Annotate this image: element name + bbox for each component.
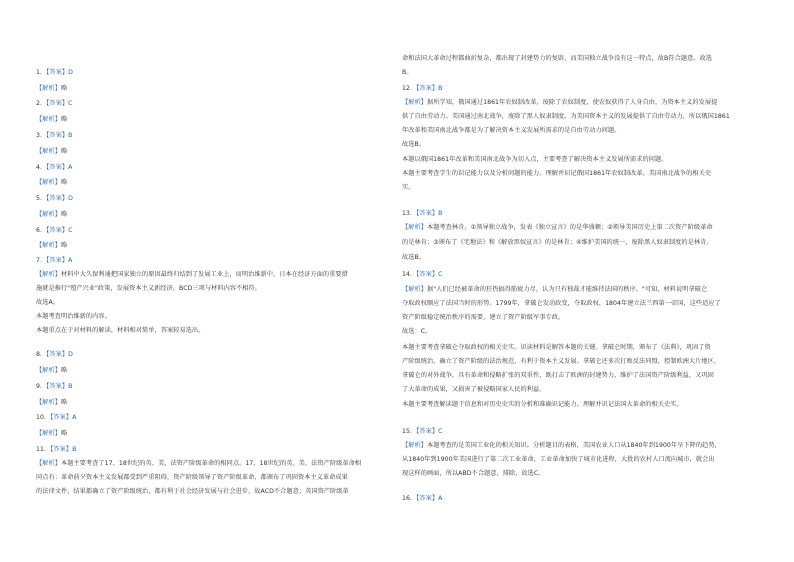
analysis-line [402,98,717,107]
analysis-line [402,223,713,232]
body-text: 同点有：革命前夕资本主义发展都受到严重阻碍，资产阶级领导了资产阶级革命，都颁布了巩固资本主义革命成果 [36,474,348,481]
question-number: 6 [36,227,40,234]
answer-line: 14．【答案】C [402,271,443,278]
answer-tag: 【答案】 [46,195,69,202]
analysis-tag: 【解析】 [36,460,61,467]
answer-tag: 【答案】 [46,132,69,139]
analysis-text: 据所学知，俄国通过1861年农奴制改革，废除了农奴制度，使农奴获得了人身自由，为资本主义的发展提 [426,99,718,106]
answer-value: B [68,132,73,139]
body-text: 故选：C。 [402,328,432,335]
analysis-tag: 【解析】 [402,286,427,293]
answer-line: 3．【答案】B [36,132,73,139]
analysis-text: 本题主要考查了17、18世纪的英、美、法资产阶级革命的相同点。17、18世纪的英、美、法资产阶级革命相 [60,460,362,467]
body-text: 本题主要考查学生的识记能力以及分析问题的能力。理解并识记俄国1861年农奴制改革、美国南北战争的相关史 [402,170,712,177]
body-text: 本题以俄国1861年改革和美国南北战争为切入点，主要考查了解决资本主义发展所需求的问题。 [402,156,668,163]
analysis-tag: 【解析】 [402,224,427,231]
analysis-tag: 【解析】 [36,148,61,155]
answer-value: C [68,227,73,234]
analysis-line [36,84,67,93]
answer-line: 13．【答案】B [402,210,443,217]
body-text: 夺取政权顺应了法国当时的形势。1799年，拿破仑发动政变，夺取政权，1804年建立法兰西第一帝国，这些适应了 [402,300,721,307]
answer-line: 2．【答案】C [36,100,73,107]
analysis-text: 略 [60,85,68,92]
text-line [402,155,667,164]
text-line [402,126,620,135]
answer-value: B [68,383,73,390]
answer-tag: 【答案】 [46,351,69,358]
analysis-text: 略 [60,242,68,249]
analysis-text: 本题考查林肯。①领导独立战争，发表《独立宣言》的是华盛顿；②领导美国历史上第二次资产阶级革命 [426,224,713,231]
answer-tag: 【答案】 [416,210,439,217]
answer-line: 10．【答案】A [36,414,77,421]
text-line [402,299,721,308]
analysis-tag: 【解析】 [36,399,61,406]
body-text: B。 [402,69,413,76]
body-text: 年改革和美国南北战争都是为了解决资本主义发展所需求的是自由劳动力问题。 [402,127,621,134]
body-text: 从1840年到1900年美国进行了第二次工业革命，工业革命加快了城市化进程，大批的农村人口流向城市，就会出 [402,456,715,463]
text-line [402,169,711,178]
text-line [402,313,564,322]
question-number: 5 [36,195,40,202]
text-line [402,371,714,380]
answer-tag: 【答案】 [416,495,439,502]
analysis-line [36,210,67,219]
question-number: 2 [36,100,40,107]
question-number: 11 [36,446,44,453]
analysis-text: 略 [60,430,68,437]
question-number: 13 [402,210,410,217]
analysis-line [36,178,67,187]
body-text: 故选A。 [36,299,59,306]
answer-value: D [68,351,73,358]
answer-line: 7．【答案】A [36,257,73,264]
question-number: 7 [36,257,40,264]
text-line [36,298,59,307]
body-text: 本题主要考查解读题干信息和对历史史实的分析和准确识记能力。理解并识记法国大革命的相关史实。 [402,401,683,408]
analysis-line [36,115,67,124]
text-line [402,327,431,336]
analysis-text: 据"人们已经被革命的狂热搞得筋疲力尽，认为只有独裁才能维持法国的秩序。"可知，材料说明拿破仑 [426,286,708,293]
body-text: 本题重点在于对材料的解读，材料相对简单，答案较易选出。 [36,327,205,334]
answer-line: 1．【答案】D [36,69,73,76]
answer-line: 12．【答案】B [402,85,443,92]
answer-tag: 【答案】 [46,164,69,171]
answer-tag: 【答案】 [416,428,439,435]
analysis-line [402,285,707,294]
text-line [402,183,414,192]
body-text: 故选B。 [402,141,426,148]
analysis-text: 略 [60,399,68,406]
analysis-tag: 【解析】 [36,242,61,249]
answer-tag: 【答案】 [46,257,69,264]
text-line [402,238,713,247]
answer-tag: 【答案】 [416,85,439,92]
analysis-tag: 【解析】 [36,85,61,92]
text-line [402,343,711,352]
answer-value: A [438,495,443,502]
question-number: 4 [36,164,40,171]
body-text: 实。 [402,184,415,191]
analysis-text: 略 [60,211,68,218]
body-text: 的是林肯；③颁布了《宅地法》和《解放黑奴宣言》的是林肯；④维护美国的统一，废除黑人奴隶制度的是林肯。 [402,239,713,246]
answer-tag: 【答案】 [46,69,69,76]
question-number: 12 [402,85,410,92]
answer-line: 6．【答案】C [36,227,73,234]
analysis-line [36,398,67,407]
question-number: 9 [36,383,40,390]
text-line [402,400,683,409]
analysis-text: 材料中大久保利通把国家独立的原因最终归结到了发展工业上，而明治维新中，日本在经济方面的重要措 [60,271,348,278]
answer-tag: 【答案】 [50,446,73,453]
analysis-tag: 【解析】 [36,116,61,123]
analysis-text: 略 [60,148,68,155]
text-line [36,312,111,321]
analysis-line [36,270,348,279]
text-line [36,473,348,482]
analysis-line [36,241,67,250]
answer-line: 11．【答案】B [36,446,77,453]
answer-value: B [438,210,443,217]
text-line [402,253,425,262]
text-line [36,487,349,496]
answer-value: C [68,100,73,107]
answer-line: 9．【答案】B [36,383,73,390]
answer-line: 16．【答案】A [402,495,443,502]
analysis-text: 略 [60,367,68,374]
question-number: 10 [36,414,44,421]
analysis-tag: 【解析】 [36,271,61,278]
body-text: 本题主要考查拿破仑夺取政权的相关史实。识读材料是解答本题的关键。拿破仑时期，颁布了《法典》，巩固了资 [402,344,711,351]
answer-line: 15．【答案】C [402,428,443,435]
text-line [36,284,261,293]
question-number: 15 [402,428,410,435]
question-number: 8 [36,351,40,358]
analysis-line [36,429,67,438]
text-line [402,140,425,149]
body-text: 供了自由劳动力。美国通过南北战争，废除了黑人奴隶制度，为美国资本主义的发展提供了自由劳动力，所以俄国1861 [402,113,730,120]
answer-value: A [68,257,73,264]
answer-tag: 【答案】 [50,414,73,421]
answer-tag: 【答案】 [46,383,69,390]
analysis-tag: 【解析】 [36,367,61,374]
answer-tag: 【答案】 [46,227,69,234]
answer-value: C [438,271,443,278]
body-text: 产阶级统治，确立了资产阶级的法治规范，有利于资本主义发展。拿破仑还多次打败反法同盟，控制欧洲大片地区， [402,358,721,365]
body-text: 了大革命的成果，又损害了被侵略国家人民的利益。 [402,386,546,393]
body-text: 故选B。 [402,254,426,261]
analysis-tag: 【解析】 [402,442,427,449]
answer-value: B [72,446,77,453]
answer-value: A [72,414,77,421]
text-line [402,68,413,77]
analysis-line [402,441,721,450]
analysis-text: 本题考查的是美国工业化的相关知识。分析题目的表格，美国农业人口从1840年到1900年呈下降的趋势， [426,442,721,449]
body-text: 资产阶级稳定统治秩序的需要，建立了资产阶级军事专政。 [402,314,565,321]
question-number: 16 [402,495,410,502]
analysis-line [36,147,67,156]
answer-value: D [68,69,73,76]
answer-value: B [438,85,443,92]
body-text: 现这样的画面，所以ABD不合题意，排除，故选C。 [402,470,545,477]
answer-line: 5．【答案】D [36,195,73,202]
text-line [402,455,715,464]
question-number: 14 [402,271,410,278]
answer-line: 4．【答案】A [36,164,73,171]
answer-value: D [68,195,73,202]
question-number: 3 [36,132,40,139]
text-line [402,469,545,478]
text-line [402,385,545,394]
text-line [36,326,204,335]
analysis-tag: 【解析】 [36,430,61,437]
answer-tag: 【答案】 [46,100,69,107]
analysis-line [36,459,361,468]
body-text: 的法律文件，结果都确立了资产阶级统治，都有利于社会经济发展与社会进步，故ACD不合题意；英国资产阶级革 [36,488,349,495]
analysis-tag: 【解析】 [36,179,61,186]
question-number: 1 [36,69,40,76]
answer-value: A [68,164,73,171]
body-text: 本题考查明治维新的内容。 [36,313,111,320]
body-text: 施就是推行"殖产兴业"政策，发展资本主义新经济。BCD三项与材料内容不相符。 [36,285,261,292]
answer-value: C [438,428,443,435]
analysis-tag: 【解析】 [36,211,61,218]
text-line [402,112,730,121]
analysis-text: 略 [60,116,68,123]
text-line [402,357,720,366]
body-text: 命和法国大革命过程都曲折复杂，都出现了封建势力的复辟，而美国独立战争没有这一特点，故B符合题意。故选 [402,55,712,62]
analysis-tag: 【解析】 [402,99,427,106]
answer-line: 8．【答案】D [36,351,73,358]
analysis-line [36,366,67,375]
body-text: 拿破仑的对外战争，具有革命和侵略扩张的双重性，既打击了欧洲的封建势力，维护了法国资产阶级利益，又巩固 [402,372,714,379]
analysis-text: 略 [60,179,68,186]
text-line [402,54,712,63]
answer-tag: 【答案】 [416,271,439,278]
